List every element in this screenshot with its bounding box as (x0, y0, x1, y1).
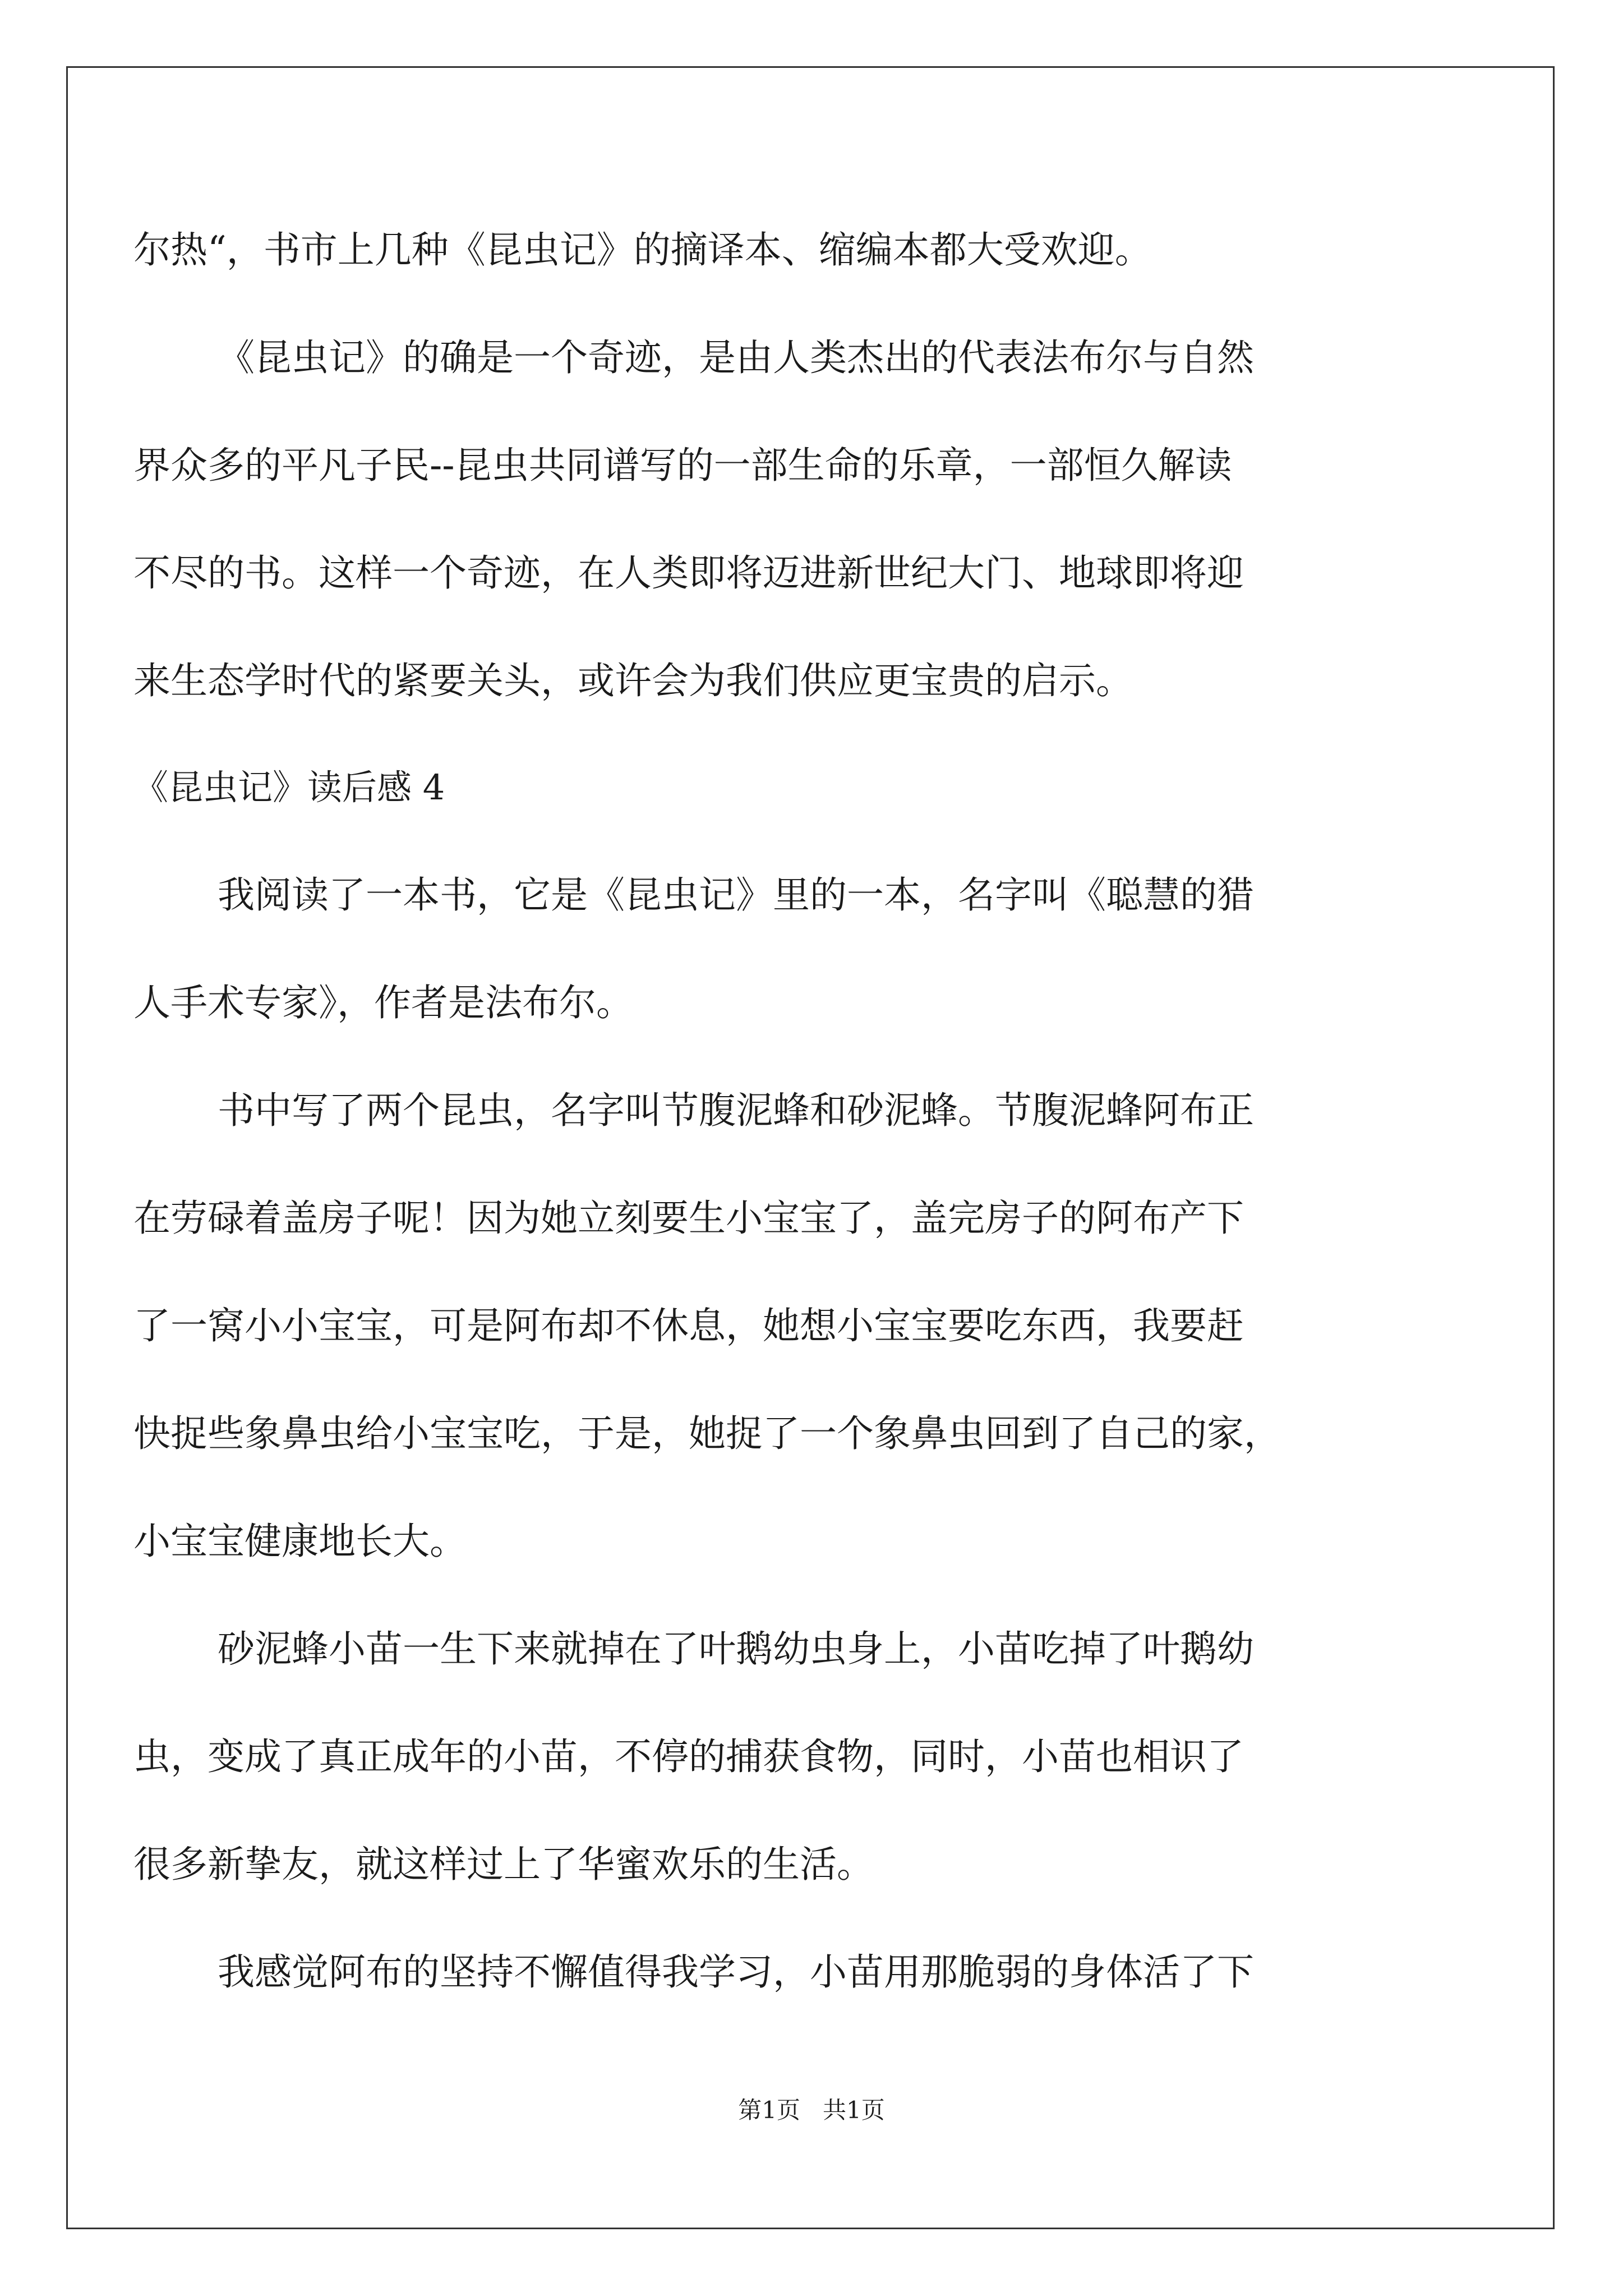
paragraph-first-line: 砂泥蜂小苗一生下来就掉在了叶鹅幼虫身上，小苗吃掉了叶鹅幼 (218, 1627, 1254, 1671)
paragraph-first-line: 书中写了两个昆虫，名字叫节腹泥蜂和砂泥蜂。节腹泥蜂阿布正 (218, 1089, 1254, 1132)
text-line: 快捉些象鼻虫给小宝宝吃，于是，她捉了一个象鼻虫回到了自己的家， (133, 1412, 1281, 1455)
text-line: 虫，变成了真正成年的小苗，不停的捕获食物，同时，小苗也相识了 (133, 1735, 1244, 1778)
section-heading: 《昆虫记》读后感 4 (133, 767, 445, 808)
text-line: 不尽的书。这样一个奇迹，在人类即将迈进新世纪大门、地球即将迎 (133, 551, 1244, 595)
text-line: 了一窝小小宝宝，可是阿布却不休息，她想小宝宝要吃东西，我要赶 (133, 1304, 1244, 1347)
text-line: 在劳碌着盖房子呢！因为她立刻要生小宝宝了，盖完房子的阿布产下 (133, 1197, 1244, 1240)
paragraph-first-line: 我阅读了一本书，它是《昆虫记》里的一本，名字叫《聪慧的猎 (218, 873, 1254, 917)
paragraph-first-line: 我感觉阿布的坚持不懈值得我学习，小苗用那脆弱的身体活了下 (218, 1950, 1254, 1994)
text-line: 界众多的平凡子民--昆虫共同谱写的一部生命的乐章，一部恒久解读 (133, 444, 1232, 487)
page-border (66, 66, 1555, 2229)
text-line: 很多新挚友，就这样过上了华蜜欢乐的生活。 (133, 1843, 874, 1886)
text-line: 小宝宝健康地长大。 (133, 1520, 467, 1563)
page-number-footer: 第1页 共1页 (738, 2096, 885, 2124)
paragraph-first-line: 《昆虫记》的确是一个奇迹，是由人类杰出的代表法布尔与自然 (218, 336, 1254, 379)
text-line: 人手术专家》，作者是法布尔。 (133, 981, 633, 1024)
text-line: 来生态学时代的紧要关头，或许会为我们供应更宝贵的启示。 (133, 659, 1133, 702)
text-line: 尔热“，书市上几种《昆虫记》的摘译本、缩编本都大受欢迎。 (133, 228, 1152, 272)
